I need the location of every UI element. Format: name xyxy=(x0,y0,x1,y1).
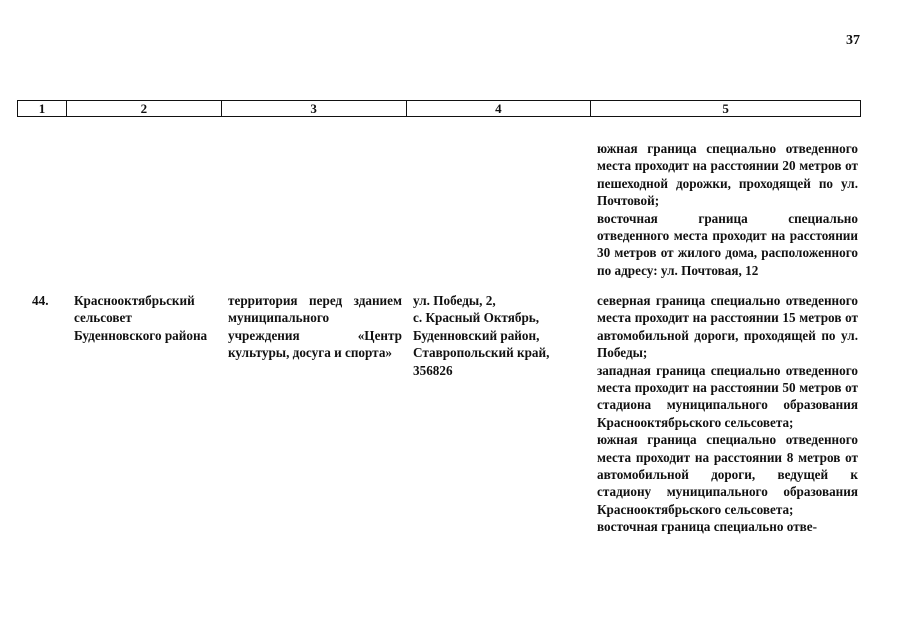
column-header-3: 3 xyxy=(221,101,406,117)
address-line: Буденновский район, xyxy=(413,327,540,343)
row44-boundaries xyxy=(597,292,858,536)
boundary-east: восточная граница специально отве- xyxy=(597,519,818,535)
previous-row-boundaries xyxy=(597,140,858,279)
address-line: с. Красный Октябрь, xyxy=(413,310,540,326)
municipality-name: Краснооктябрьский сельсовет Буденновского района xyxy=(74,293,208,343)
column-header-row xyxy=(17,100,861,117)
address-line: Ставропольский край, xyxy=(413,345,550,361)
territory-description: территория перед зданием муниципального учреждения «Центр культуры, досуга и спорта» xyxy=(228,293,402,361)
boundary-north: северная граница специально отведенного места проходит на расстоянии 15 метров от автомобильной дороги, проходящей по ул. Победы; xyxy=(597,293,858,361)
address-line: ул. Победы, 2, xyxy=(413,293,496,308)
column-header-4: 4 xyxy=(406,101,591,117)
column-header-2: 2 xyxy=(66,101,221,117)
boundary-east-previous: восточная граница специально отведенного места проходит на расстоянии 30 метров от жилого дома, расположенного по адресу: ул. Почтовая, 12 xyxy=(597,210,858,278)
boundary-south: южная граница специально отведенного места проходит на расстоянии 8 метров от автомобильной дороги, ведущей к стадиону муниципального образования Краснооктябрьского сельсовета; xyxy=(597,432,858,517)
boundary-south-previous: южная граница специально отведенного места проходит на расстоянии 20 метров от пешеходной дорожки, проходящей по ул. Почтовой; xyxy=(597,141,858,209)
column-header-1: 1 xyxy=(18,101,67,117)
page-number: 37 xyxy=(846,33,860,48)
address xyxy=(413,292,583,379)
row-number: 44. xyxy=(32,293,49,308)
boundary-west: западная граница специально отведенного места проходит на расстоянии 50 метров от стадиона муниципального образования Краснооктябрьского сельсовета; xyxy=(597,362,858,430)
address-line: 356826 xyxy=(413,362,453,378)
column-header-5: 5 xyxy=(591,101,861,117)
